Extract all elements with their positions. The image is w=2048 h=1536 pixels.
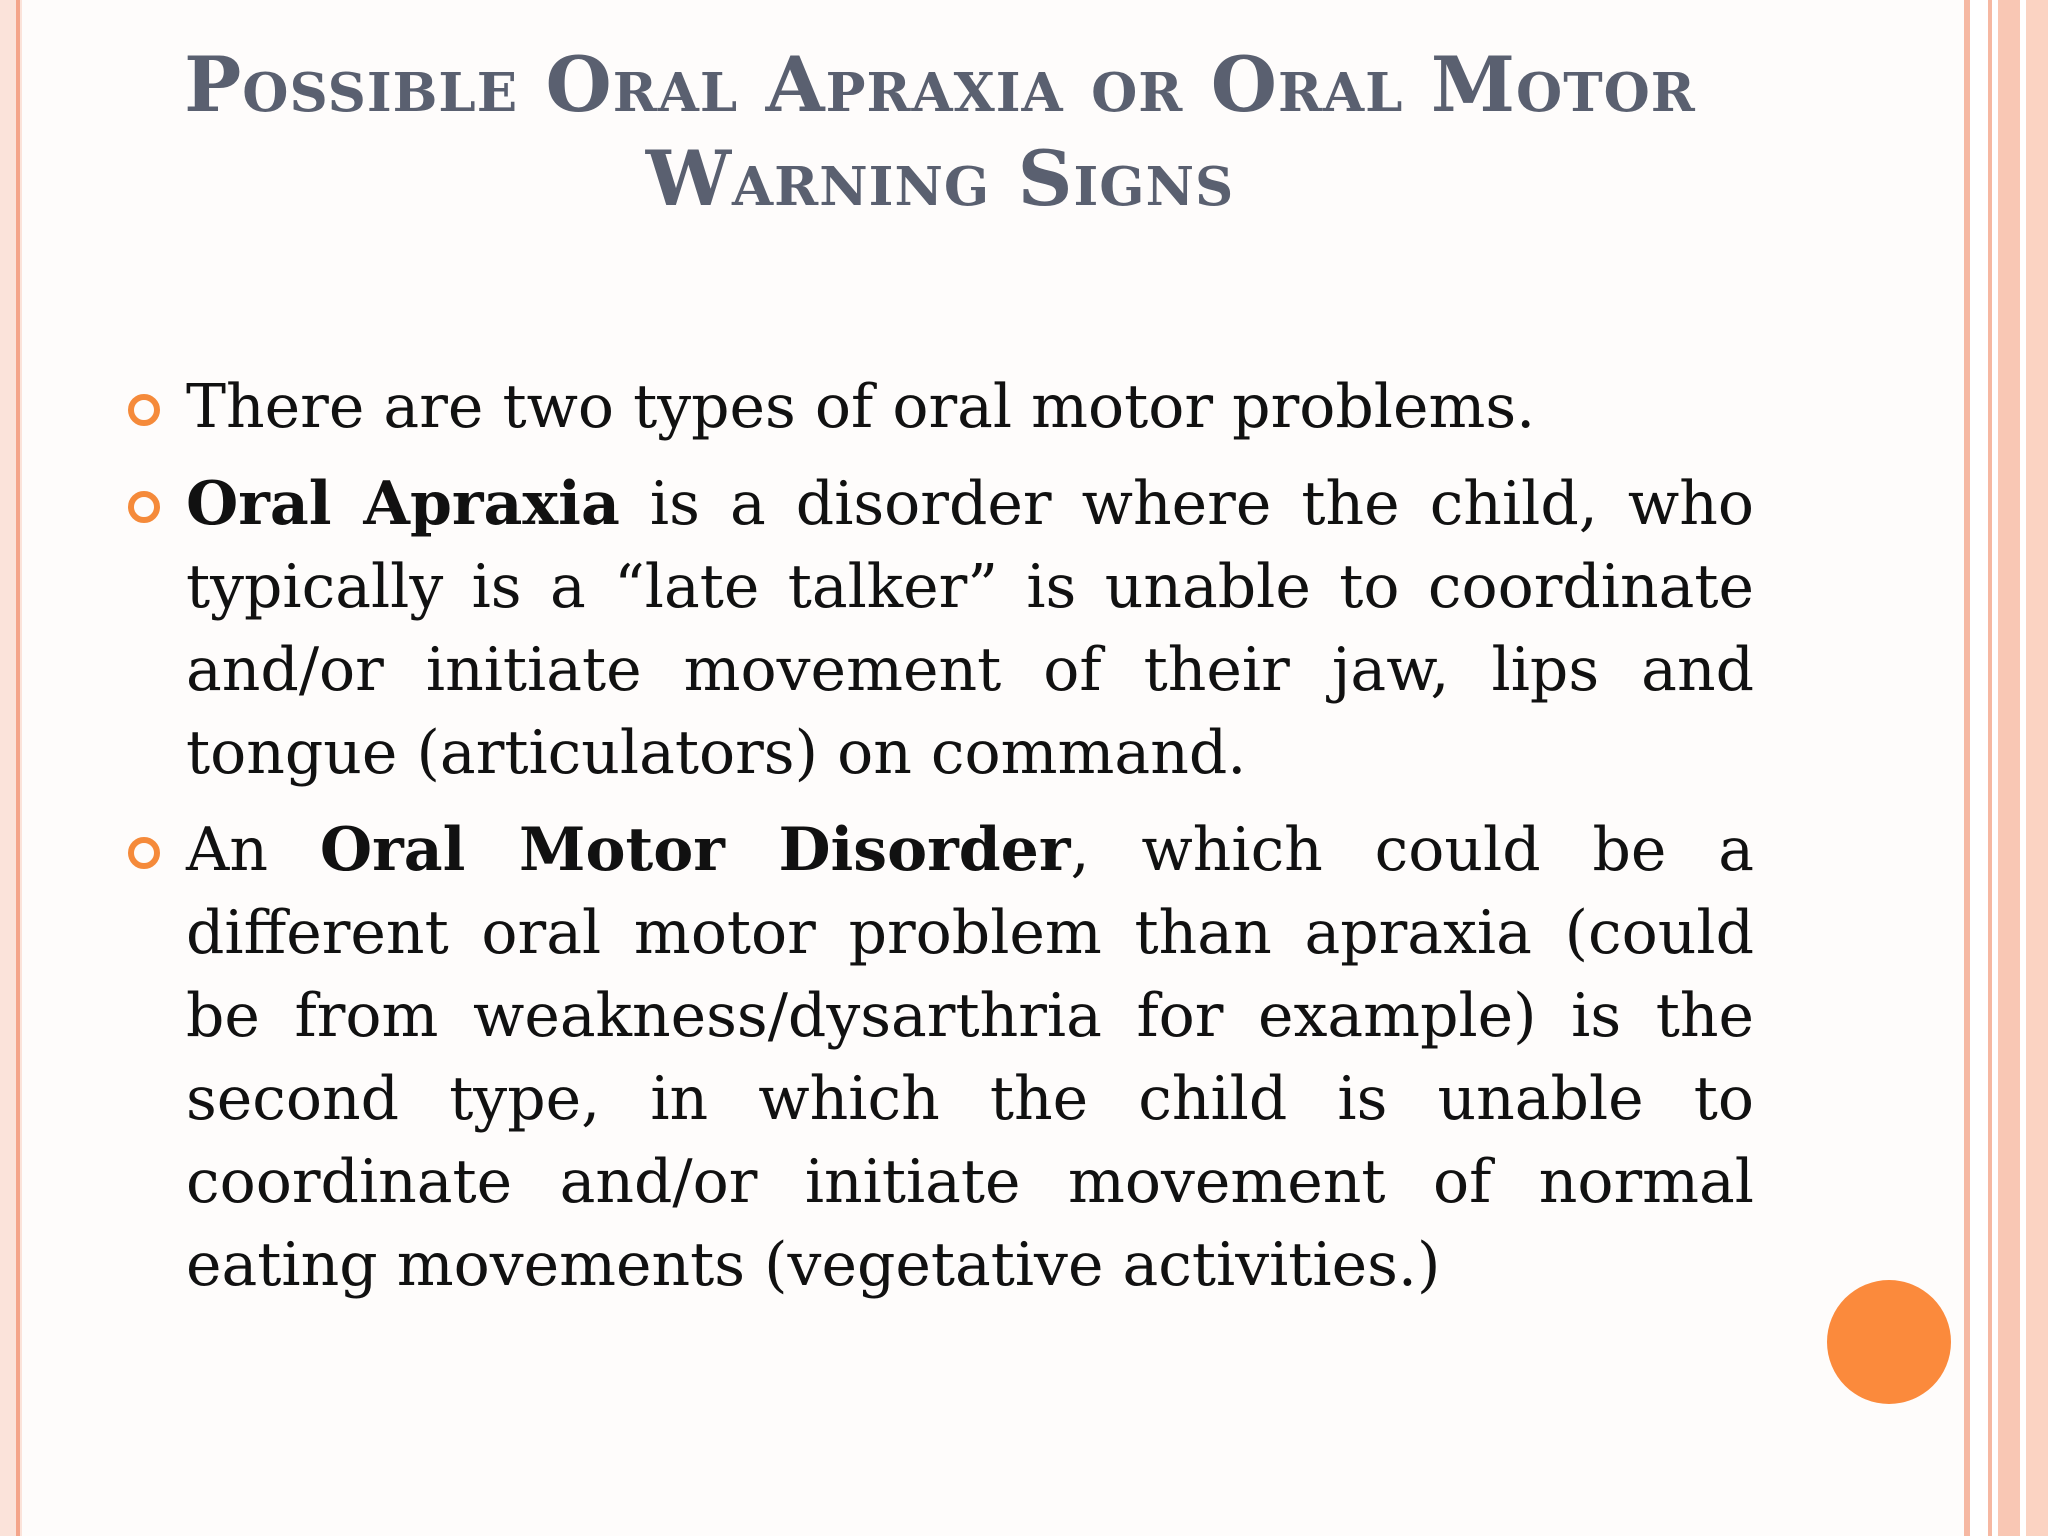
- bullet-prefix: An: [186, 815, 320, 885]
- title-line-1: Possible Oral Apraxia or Oral Motor: [184, 40, 1696, 129]
- title-line-2: Warning Signs: [645, 134, 1235, 223]
- decorative-orange-circle: [1827, 1280, 1951, 1404]
- right-border-stripes: [1964, 0, 2048, 1536]
- bullet-text: is a disorder where the child, who typically is a “late talker” is unable to coordinate and/or initiate movement of their jaw, lips and tongue (articulators) on command.: [186, 469, 1754, 788]
- circle-bullet-icon: [128, 491, 160, 523]
- bullet-item-3: [128, 809, 1754, 1307]
- bullet-term: Oral Apraxia: [186, 469, 620, 539]
- bullet-text: , which could be a different oral motor problem than apraxia (could be from weakness/dysarthria for example) is the second type, in which the child is unable to coordinate and/or initiate movement of normal eating movements (vegetative activities.): [186, 815, 1755, 1300]
- bullet-item-2: [128, 463, 1754, 795]
- circle-bullet-icon: [128, 394, 160, 426]
- slide-title: [120, 38, 1760, 226]
- bullet-item-1: [128, 366, 1754, 449]
- circle-bullet-icon: [128, 837, 160, 869]
- bullet-text: There are two types of oral motor problems.: [186, 372, 1536, 442]
- bullet-term: Oral Motor Disorder: [319, 815, 1071, 885]
- bullet-list: [128, 366, 1754, 1321]
- left-border-line: [16, 0, 20, 1536]
